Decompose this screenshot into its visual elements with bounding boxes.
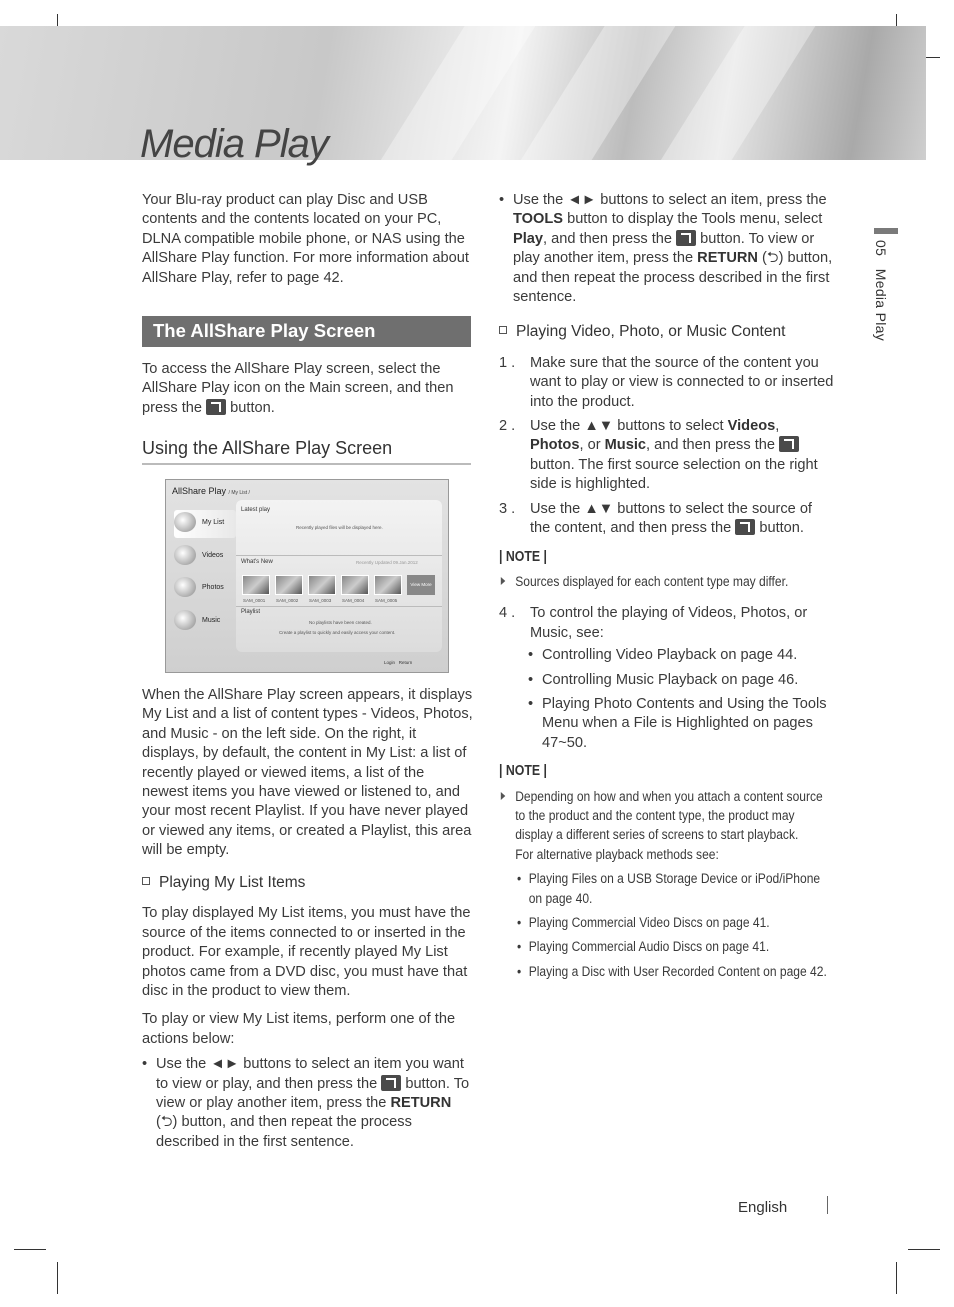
checkbox-bullet-icon [142, 877, 150, 885]
latest-play-empty: Recently played files will be displayed here. [296, 525, 383, 530]
intro-paragraph [142, 191, 474, 288]
latest-play-label: Latest play [241, 507, 271, 513]
enter-button-icon [676, 230, 696, 246]
videos-icon [174, 545, 196, 565]
footer-divider [827, 1196, 828, 1214]
step-3: 3 . Use the ▲▼ buttons to select the source of the content, and then press the button. [499, 500, 812, 537]
side-tab-label: Media Play [873, 268, 889, 342]
access-text-end: button. [230, 399, 275, 416]
step-1: 1 . Make sure that the source of the content you want to play or view is connected to or inserted into the product. [499, 354, 834, 410]
enter-button-icon [779, 436, 799, 452]
screenshot-app-title: AllShare Play [172, 486, 227, 496]
tools-bullet: • Use the ◄► buttons to select an item, press the TOOLS button to display the Tools menu, select Play, and then press the button. To view or play another item, press the RETURN (⮌) button, and then repeat the process described in the first sentence. [499, 191, 834, 307]
thumb-label: SAM_0005 [375, 598, 398, 603]
screen-description [142, 686, 474, 861]
divider [236, 555, 442, 556]
note-label: | NOTE | [499, 763, 547, 780]
screenshot-nav-mylist: My List [174, 510, 236, 538]
see-item-3: • Playing Photo Contents and Using the Tools Menu when a File is Highlighted on pages 47~50. [528, 695, 834, 753]
see-item-1: • Controlling Video Playback on page 44. [528, 646, 834, 665]
mylist-bullet: • Use the ◄► buttons to select an item you want to view or play, and then press the button. To view or play another item, press the RETURN (⮌) button, and then repeat the process described in the first sentence. [142, 1055, 474, 1152]
view-more-button: View More [407, 575, 435, 595]
thumb-label: SAM_0002 [276, 598, 299, 603]
screenshot-nav-photos: Photos [174, 575, 236, 603]
alt-item-1: • Playing Files on a USB Storage Device or iPod/iPhone on page 40. [499, 869, 832, 908]
screenshot-header [172, 486, 250, 496]
enter-button-icon [206, 399, 226, 415]
screenshot-nav-videos: Videos [174, 543, 236, 571]
mylist-icon [174, 512, 196, 532]
photos-icon [174, 577, 196, 597]
right-column [499, 191, 834, 981]
header-banner [0, 26, 926, 160]
mylist-heading: Playing My List Items [142, 873, 474, 892]
note-label: | NOTE | [499, 548, 547, 565]
see-item-2: • Controlling Music Playback on page 46. [528, 671, 834, 690]
intro-text: Your Blu-ray product can play Disc and USB contents and the contents located on your PC, DLNA compatible mobile phone, or NAS using the AllShare Play function. For more information about AllShare Play, refer to page 42. [142, 192, 469, 286]
alt-item-4: • Playing a Disc with User Recorded Content on page 42. [499, 962, 832, 981]
thumb-label: SAM_0001 [243, 598, 266, 603]
checkbox-bullet-icon [499, 326, 507, 334]
footer-language: English [738, 1199, 788, 1216]
login-hint: Login [384, 660, 396, 665]
side-tab-marker [874, 228, 898, 234]
note-2: Depending on how and when you attach a content source to the product and the content type, the product may display a different series of screens to start playback. For alternative playback methods see: [499, 787, 832, 865]
triangle-bullet-icon [501, 792, 506, 800]
section-heading: The AllShare Play Screen [142, 316, 471, 347]
enter-button-icon [381, 1075, 401, 1091]
play-label: Play [513, 230, 544, 247]
thumbnail [341, 575, 369, 595]
crop-mark [908, 1249, 940, 1250]
thumbnail [275, 575, 303, 595]
return-key-label: RETURN [390, 1095, 452, 1112]
access-text: To access the AllShare Play screen, select the AllShare Play icon on the Main screen, and then press the [142, 361, 454, 416]
side-tab-chapter: 05 [873, 240, 889, 257]
thumb-label: SAM_0004 [342, 598, 365, 603]
screenshot-breadcrumb: / My List / [228, 490, 250, 496]
crop-mark [57, 1262, 58, 1294]
subsection-heading: Using the AllShare Play Screen [142, 438, 471, 465]
screenshot-footer [384, 660, 412, 665]
return-hint: Return [398, 660, 413, 665]
access-paragraph [142, 360, 474, 418]
whats-new-label: What's New [241, 559, 273, 565]
thumbnail [308, 575, 336, 595]
thumbnail [374, 575, 402, 595]
mylist-paragraph-1: To play displayed My List items, you must have the source of the items connected to or inserted in the product. For example, if recently played My List photos came from a DVD disc, you must have that disc in the product to view them. [142, 905, 471, 1000]
alt-item-2: • Playing Commercial Video Discs on page 41. [499, 913, 832, 932]
tools-key-label: TOOLS [513, 211, 564, 228]
mylist-section [142, 873, 474, 1152]
mylist-paragraph-2: To play or view My List items, perform one of the actions below: [142, 1011, 456, 1047]
note-1: Sources displayed for each content type may differ. [499, 572, 832, 591]
crop-mark [14, 1249, 46, 1250]
page-title: Media Play [140, 122, 328, 166]
screenshot-nav-music: Music [174, 608, 236, 636]
triangle-bullet-icon [501, 577, 506, 585]
step-4: 4 . To control the playing of Videos, Photos, or Music, see: [499, 605, 808, 641]
divider [236, 606, 442, 607]
screen-description-text: When the AllShare Play screen appears, it displays My List and a list of content types - Videos, Photos, and Music - on the left side. On the right, it displays, by default, the content in My List: a list of recently played or viewed items, a list of the newest items you have viewed or listened to, and your most recent Playlist. If you have never played or viewed any items, or created a Playlist, this area will be empty. [142, 687, 473, 859]
enter-button-icon [735, 519, 755, 535]
thumbnail [242, 575, 270, 595]
allshare-screenshot [165, 479, 449, 673]
crop-mark [896, 1262, 897, 1294]
playlist-label: Playlist [241, 609, 261, 615]
screenshot-content-panel [236, 500, 442, 652]
playlist-hint: Create a playlist to quickly and easily access your content. [279, 630, 396, 635]
vpm-heading: Playing Video, Photo, or Music Content [499, 322, 834, 341]
return-key-label: RETURN [697, 250, 758, 267]
alt-item-3: • Playing Commercial Audio Discs on page 41. [499, 937, 832, 956]
recently-updated: Recently Updated 09.Jan.2012 [356, 560, 418, 565]
step-2: 2 . Use the ▲▼ buttons to select Videos, Photos, or Music, and then press the button. The first source selection on the right side is highlighted. [499, 418, 818, 493]
thumb-label: SAM_0003 [309, 598, 332, 603]
music-icon [174, 610, 196, 630]
side-tab [873, 240, 889, 341]
playlist-empty: No playlists have been created. [309, 620, 372, 625]
